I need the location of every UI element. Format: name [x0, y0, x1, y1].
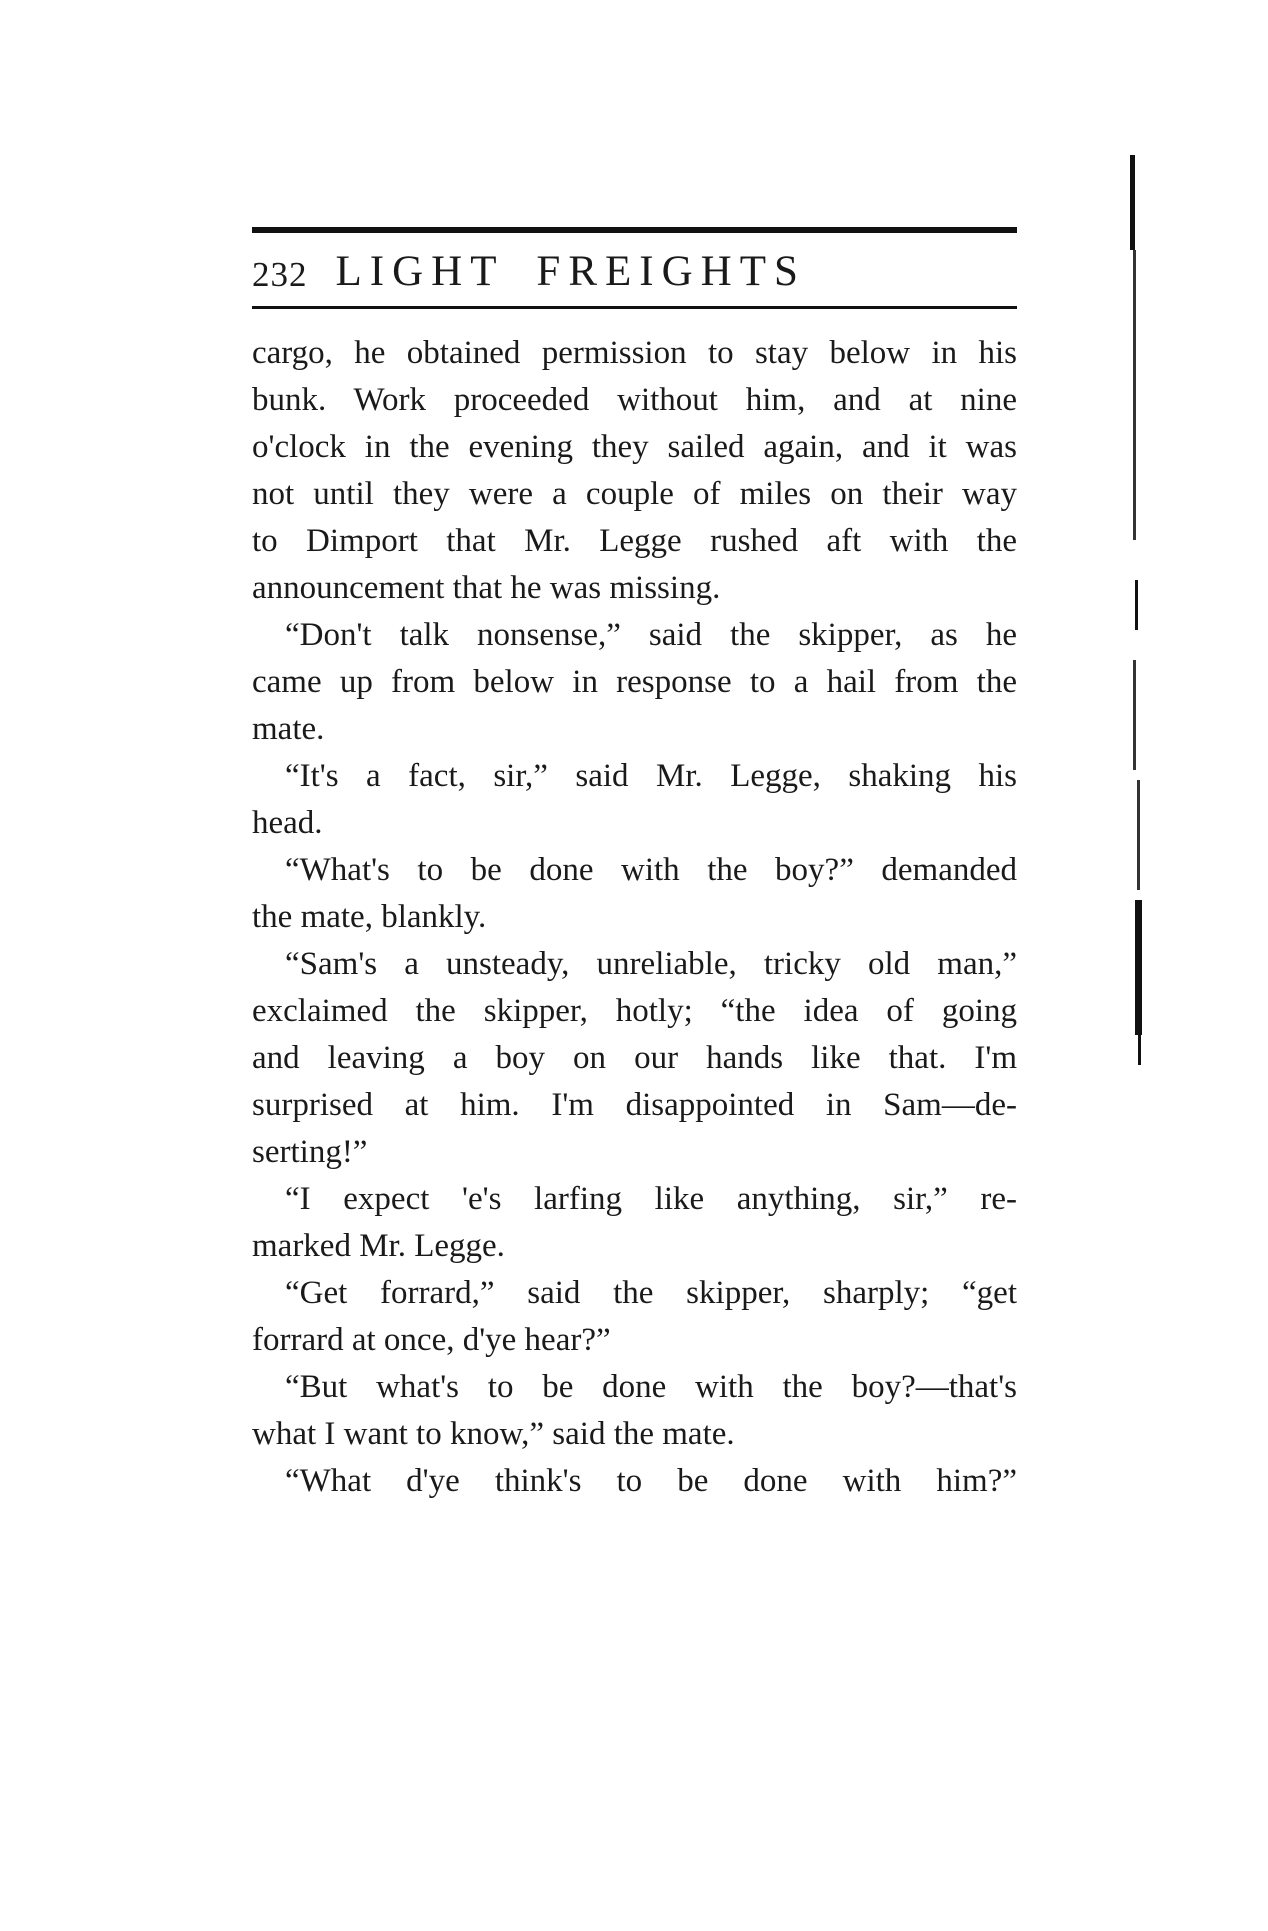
text-line: “Sam's a unsteady, unreliable, tricky old man,”	[285, 946, 1017, 982]
running-head-title: LIGHT FREIGHTS	[335, 247, 806, 295]
text-line: “But what's to be done with the boy?—that's	[285, 1369, 1017, 1405]
text-line: announcement that he was missing.	[252, 570, 721, 606]
text-line: what I want to know,” said the mate.	[252, 1416, 735, 1452]
running-header	[252, 238, 1017, 304]
text-line: head.	[252, 805, 323, 841]
scan-edge-mark	[1130, 155, 1135, 250]
scan-edge-mark	[1135, 900, 1142, 1035]
text-line: exclaimed the skipper, hotly; “the idea of going	[252, 993, 1017, 1029]
text-line: mate.	[252, 711, 325, 747]
page-number: 232	[252, 255, 308, 294]
scan-edge-mark	[1138, 1035, 1141, 1065]
text-line: “Don't talk nonsense,” said the skipper, as he	[285, 617, 1017, 653]
header-rule-top	[252, 227, 1017, 233]
scan-edge-mark	[1133, 250, 1136, 540]
text-line: cargo, he obtained permission to stay below in his	[252, 335, 1017, 371]
text-line: bunk. Work proceeded without him, and at nine	[252, 382, 1017, 418]
text-line: “Get forrard,” said the skipper, sharply; “get	[285, 1275, 1017, 1311]
text-line: “What's to be done with the boy?” demanded	[285, 852, 1017, 888]
text-line: not until they were a couple of miles on their way	[252, 476, 1017, 512]
text-line: o'clock in the evening they sailed again, and it was	[252, 429, 1017, 465]
text-line: “I expect 'e's larfing like anything, sir,” re-	[285, 1181, 1017, 1217]
text-line: to Dimport that Mr. Legge rushed aft with the	[252, 523, 1017, 559]
text-line: surprised at him. I'm disappointed in Sam—de-	[252, 1087, 1017, 1123]
text-line: “It's a fact, sir,” said Mr. Legge, shaking his	[285, 758, 1017, 794]
header-rule-bottom	[252, 306, 1017, 309]
text-line: forrard at once, d'ye hear?”	[252, 1322, 611, 1358]
text-line: came up from below in response to a hail from the	[252, 664, 1017, 700]
text-line: the mate, blankly.	[252, 899, 487, 935]
text-line: “What d'ye think's to be done with him?”	[285, 1463, 1017, 1499]
scan-edge-mark	[1133, 660, 1136, 770]
text-line: serting!”	[252, 1134, 368, 1170]
page-text-body	[252, 330, 1017, 1505]
text-line: and leaving a boy on our hands like that. I'm	[252, 1040, 1017, 1076]
scan-edge-mark	[1135, 580, 1138, 630]
scan-edge-mark	[1137, 780, 1140, 890]
text-line: marked Mr. Legge.	[252, 1228, 505, 1264]
